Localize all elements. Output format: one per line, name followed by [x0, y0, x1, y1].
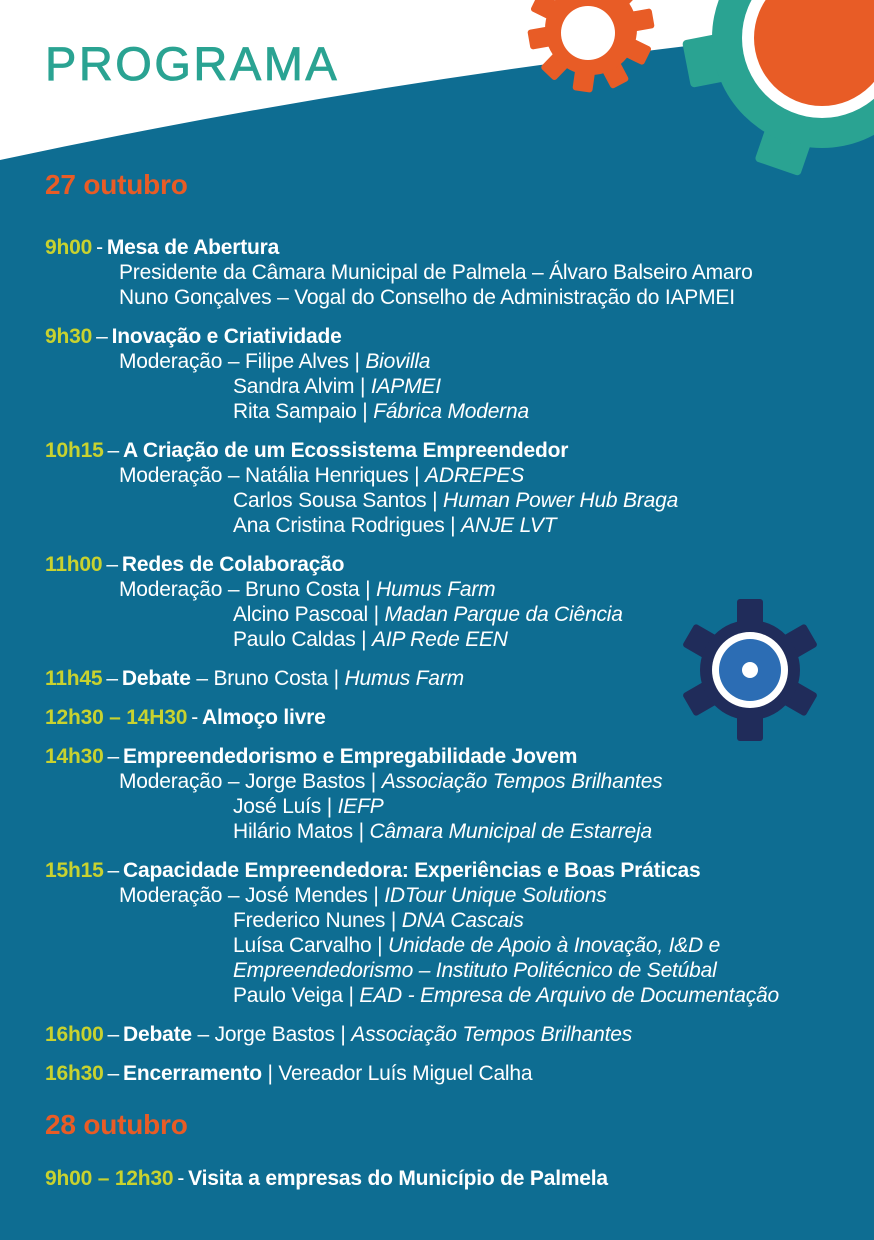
- session: [45, 666, 850, 691]
- session-title: A Criação de um Ecossistema Empreendedor: [123, 439, 569, 462]
- text-segment: Humus Farm: [344, 667, 464, 690]
- dash-separator: –: [107, 1062, 120, 1085]
- session-time: 9h00: [45, 236, 93, 259]
- session-line: [233, 399, 850, 424]
- text-segment: Unidade de Apoio à Inovação, I&D e: [387, 934, 721, 957]
- session-line: [119, 285, 850, 310]
- text-segment: Moderação – Filipe Alves |: [119, 350, 366, 373]
- day-1: [45, 170, 850, 1086]
- dash-separator: -: [96, 236, 103, 259]
- text-segment: Associação Tempos Brilhantes: [351, 1023, 633, 1046]
- session-line: [233, 513, 850, 538]
- session-line: [233, 983, 850, 1008]
- text-segment: Fábrica Moderna: [373, 400, 529, 423]
- session-title: Encerramento: [123, 1062, 262, 1085]
- text-segment: Hilário Matos |: [233, 820, 370, 843]
- session-title: Debate: [121, 667, 191, 690]
- session: [45, 552, 850, 652]
- session-line: [119, 349, 850, 374]
- session-line: [233, 908, 850, 933]
- dash-separator: –: [107, 859, 120, 882]
- session-time: 9h30: [45, 325, 93, 348]
- text-segment: Moderação – José Mendes |: [119, 884, 385, 907]
- day-2: [45, 1110, 850, 1191]
- session-line: [233, 819, 850, 844]
- dash-separator: -: [191, 706, 198, 729]
- session-head-line: [45, 744, 850, 769]
- session-title: Redes de Colaboração: [121, 553, 345, 576]
- session-time: 14h30: [45, 745, 104, 768]
- session-head-line: [45, 552, 850, 577]
- session-head-line: [45, 235, 850, 260]
- text-segment: Moderação – Natália Henriques |: [119, 464, 426, 487]
- page-title: PROGRAMA: [45, 37, 340, 90]
- text-segment: AIP Rede EEN: [372, 628, 508, 651]
- session: [45, 324, 850, 424]
- session: [45, 1061, 850, 1086]
- session-head-line: [45, 324, 850, 349]
- session-head-line: [45, 858, 850, 883]
- text-segment: Frederico Nunes |: [233, 909, 402, 932]
- session-title: Visita a empresas do Município de Palmela: [188, 1167, 608, 1190]
- text-segment: José Luís |: [233, 795, 338, 818]
- text-segment: Humus Farm: [376, 578, 496, 601]
- text-segment: Luísa Carvalho |: [233, 934, 388, 957]
- gear-icon-orange: [527, 0, 655, 93]
- session: [45, 1166, 850, 1191]
- dash-separator: –: [96, 325, 108, 348]
- session-title: Inovação e Criatividade: [111, 325, 342, 348]
- dash-separator: -: [177, 1167, 185, 1190]
- session-line: [233, 794, 850, 819]
- text-segment: Sandra Alvim |: [233, 375, 371, 398]
- session: [45, 1022, 850, 1047]
- session-time: 12h30 – 14H30: [45, 706, 188, 729]
- session: [45, 858, 850, 1008]
- dash-separator: –: [106, 667, 118, 690]
- session-time: 11h00: [45, 553, 103, 576]
- dash-separator: –: [107, 439, 120, 462]
- session-line: [119, 883, 850, 908]
- session-line: [233, 374, 850, 399]
- text-segment: Carlos Sousa Santos |: [233, 489, 443, 512]
- session-time: 16h30: [45, 1062, 104, 1085]
- text-segment: Câmara Municipal de Estarreja: [369, 820, 652, 843]
- text-segment: Biovilla: [365, 350, 431, 373]
- session-line: [233, 933, 850, 958]
- session-line: [233, 958, 850, 983]
- text-segment: Ana Cristina Rodrigues |: [233, 514, 462, 537]
- day-heading: 27 outubro: [45, 169, 188, 200]
- session: [45, 705, 850, 730]
- session-line: [119, 769, 850, 794]
- session: [45, 744, 850, 844]
- session-title: Mesa de Abertura: [106, 236, 280, 259]
- session: [45, 235, 850, 310]
- text-segment: ANJE LVT: [461, 514, 557, 537]
- session-title: Capacidade Empreendedora: Experiências e Boas Práticas: [123, 859, 701, 882]
- text-segment: Rita Sampaio |: [233, 400, 374, 423]
- session-time: 11h45: [45, 667, 103, 690]
- text-segment: | Vereador Luís Miguel Calha: [261, 1062, 533, 1085]
- session-line: [119, 577, 850, 602]
- session-head-line: [45, 1166, 850, 1191]
- text-segment: IDTour Unique Solutions: [384, 884, 607, 907]
- session-time: 10h15: [45, 439, 104, 462]
- session-head-line: [45, 705, 850, 730]
- text-segment: – Bruno Costa |: [190, 667, 345, 690]
- schedule: [45, 170, 850, 1205]
- text-segment: Nuno Gonçalves – Vogal do Conselho de Administração do IAPMEI: [119, 286, 735, 309]
- text-segment: – Jorge Bastos |: [191, 1023, 352, 1046]
- text-segment: ADREPES: [425, 464, 525, 487]
- session: [45, 438, 850, 538]
- text-segment: IAPMEI: [370, 375, 441, 398]
- text-segment: Human Power Hub Braga: [443, 489, 679, 512]
- text-segment: DNA Cascais: [401, 909, 524, 932]
- session-time: 9h00 – 12h30: [45, 1167, 174, 1190]
- session-head-line: [45, 438, 850, 463]
- session-head-line: [45, 1022, 850, 1047]
- text-segment: Madan Parque da Ciência: [384, 603, 623, 626]
- dash-separator: –: [107, 745, 120, 768]
- session-title: Almoço livre: [201, 706, 326, 729]
- dash-separator: –: [107, 1023, 120, 1046]
- session-title: Empreendedorismo e Empregabilidade Jovem: [123, 745, 578, 768]
- session-line: [119, 463, 850, 488]
- day-heading: 28 outubro: [45, 1109, 188, 1140]
- session-head-line: [45, 1061, 850, 1086]
- text-segment: Moderação – Bruno Costa |: [119, 578, 377, 601]
- text-segment: IEFP: [337, 795, 384, 818]
- session-line: [233, 488, 850, 513]
- session-line: [233, 627, 850, 652]
- text-segment: Associação Tempos Brilhantes: [381, 770, 663, 793]
- text-segment: Presidente da Câmara Municipal de Palmela – Álvaro Balseiro Amaro: [119, 261, 753, 284]
- session-time: 16h00: [45, 1023, 104, 1046]
- session-title: Debate: [123, 1023, 192, 1046]
- dash-separator: –: [106, 553, 118, 576]
- session-line: [119, 260, 850, 285]
- text-segment: Alcino Pascoal |: [233, 603, 385, 626]
- session-head-line: [45, 666, 850, 691]
- text-segment: Moderação – Jorge Bastos |: [119, 770, 382, 793]
- session-line: [233, 602, 850, 627]
- session-time: 15h15: [45, 859, 104, 882]
- text-segment: Empreendedorismo – Instituto Politécnico de Setúbal: [233, 959, 717, 982]
- text-segment: Paulo Veiga |: [233, 984, 360, 1007]
- text-segment: Paulo Caldas |: [233, 628, 373, 651]
- text-segment: EAD - Empresa de Arquivo de Documentação: [359, 984, 780, 1007]
